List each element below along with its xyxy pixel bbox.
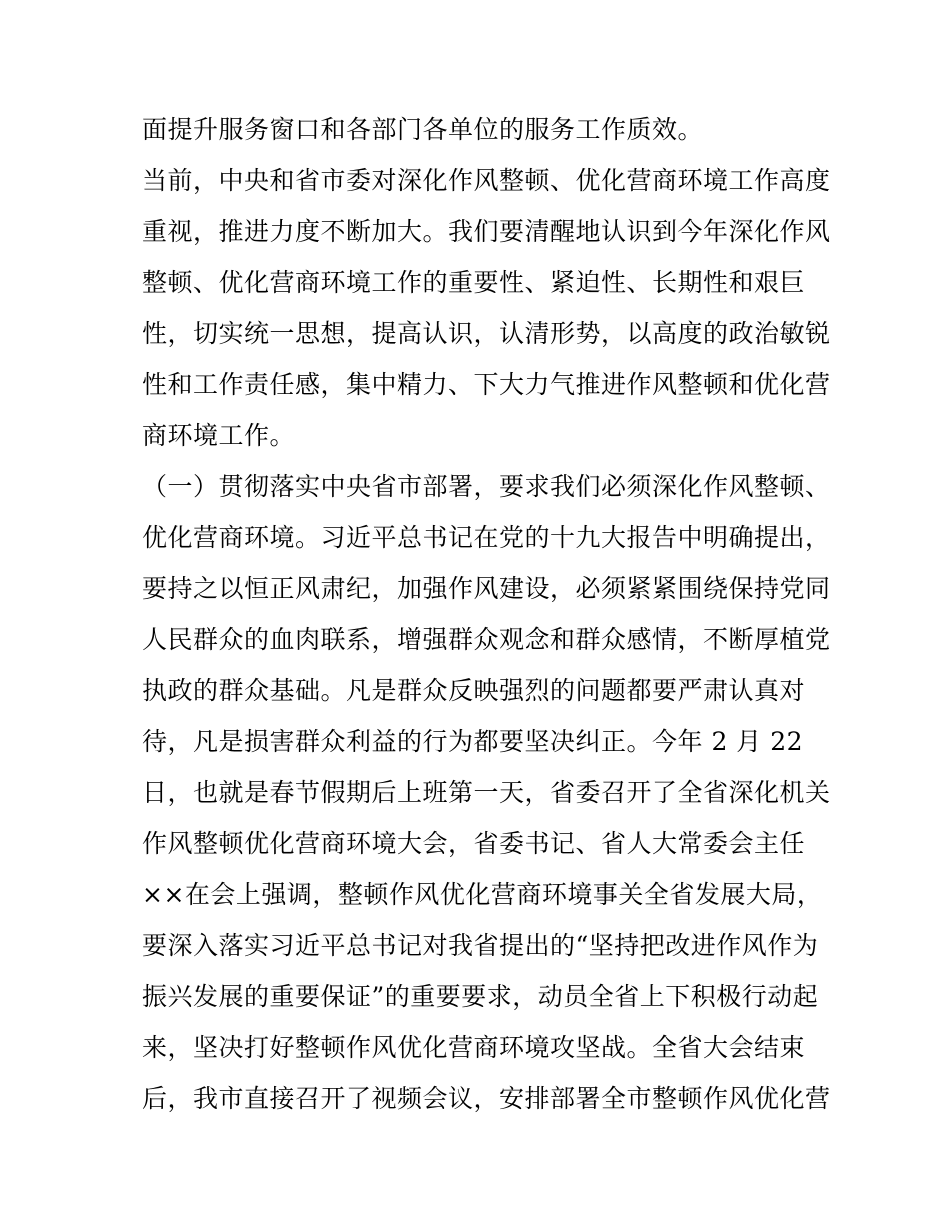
- text-line: 重视，推进力度不断加大。我们要清醒地认识到今年深化作风: [142, 217, 831, 246]
- text-line: 面提升服务窗口和各部门各单位的服务工作质效。: [142, 115, 704, 144]
- text-line: 要深入落实习近平总书记对我省提出的“坚持把改进作风作为: [142, 931, 819, 960]
- text-line: 当前，中央和省市委对深化作风整顿、优化营商环境工作高度: [142, 166, 831, 195]
- text-line: 商环境工作。: [142, 421, 296, 450]
- text-line: （一）贯彻落实中央省市部署，要求我们必须深化作风整顿、: [142, 472, 831, 501]
- document-body: [142, 104, 831, 1124]
- text-line: 性，切实统一思想，提高认识，认清形势，以高度的政治敏锐: [142, 319, 831, 348]
- text-line: 待，凡是损害群众利益的行为都要坚决纠正。今年 2 月 22: [142, 727, 804, 756]
- text-line: 日，也就是春节假期后上班第一天，省委召开了全省深化机关: [142, 778, 831, 807]
- text-line: ××在会上强调，整顿作风优化营商环境事关全省发展大局，: [142, 880, 823, 909]
- text-line: 人民群众的血肉联系，增强群众观念和群众感情，不断厚植党: [142, 625, 831, 654]
- text-line: 后，我市直接召开了视频会议，安排部署全市整顿作风优化营: [142, 1084, 831, 1113]
- text-line: 优化营商环境。习近平总书记在党的十九大报告中明确提出，: [142, 523, 831, 552]
- text-line: 振兴发展的重要保证”的重要要求，动员全省上下积极行动起: [142, 982, 819, 1011]
- text-line: 性和工作责任感，集中精力、下大力气推进作风整顿和优化营: [142, 370, 831, 399]
- text-line: 要持之以恒正风肃纪，加强作风建设，必须紧紧围绕保持党同: [142, 574, 831, 603]
- text-line: 整顿、优化营商环境工作的重要性、紧迫性、长期性和艰巨: [142, 268, 806, 297]
- text-line: 作风整顿优化营商环境大会，省委书记、省人大常委会主任: [142, 829, 806, 858]
- text-line: 执政的群众基础。凡是群众反映强烈的问题都要严肃认真对: [142, 676, 806, 705]
- text-line: 来，坚决打好整顿作风优化营商环境攻坚战。全省大会结束: [142, 1033, 806, 1062]
